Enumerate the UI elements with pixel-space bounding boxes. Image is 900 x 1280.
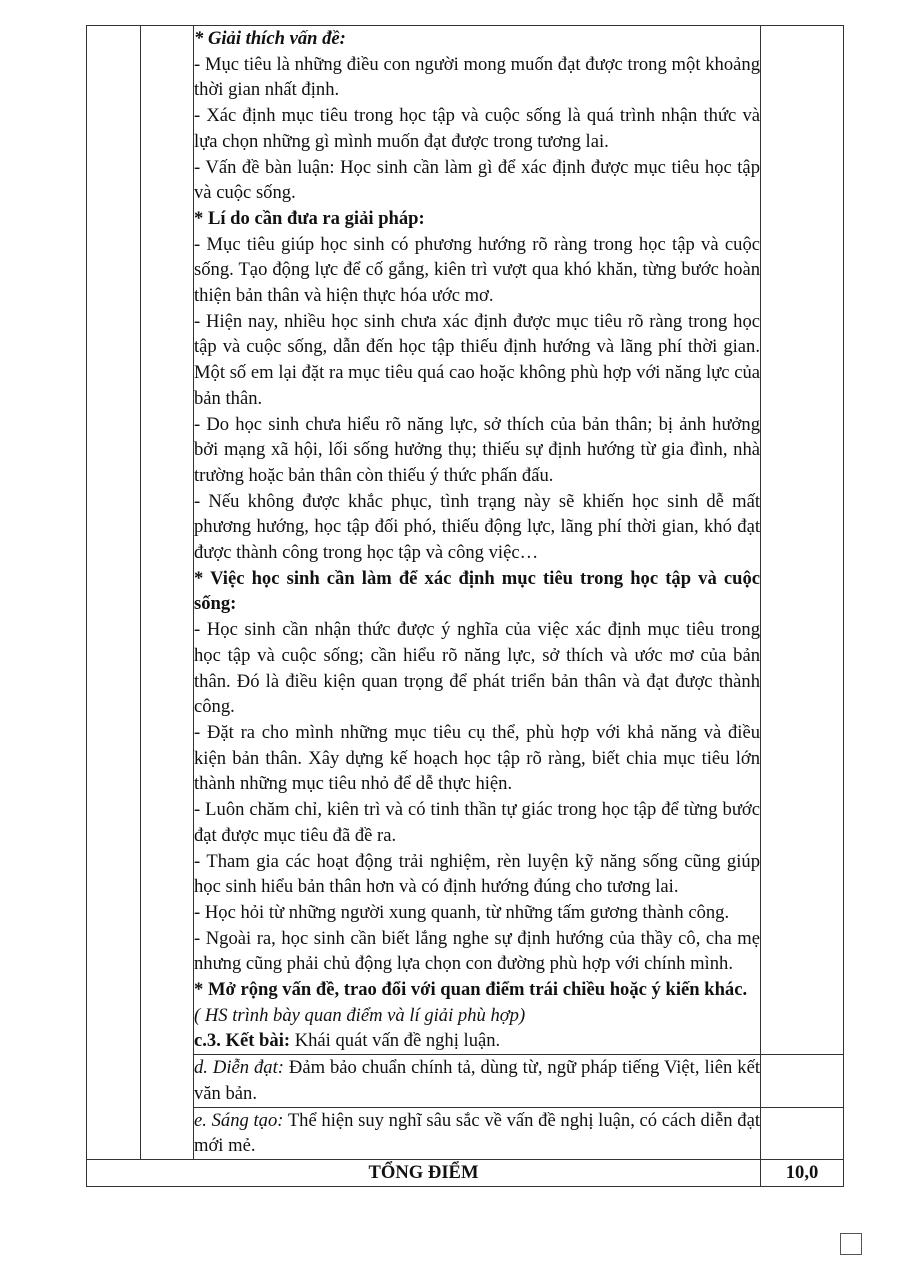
paragraph: - Luôn chăm chỉ, kiên trì và có tinh thần tự giác trong học tập để từng bước đạt được mục tiêu đã đề ra. xyxy=(194,799,760,846)
table-row xyxy=(87,1055,844,1107)
note: ( HS trình bày quan điểm và lí giải phù hợp) xyxy=(194,1004,526,1026)
section-heading: * Lí do cần đưa ra giải pháp: xyxy=(194,207,425,229)
content-cell xyxy=(194,1107,761,1159)
content-cell xyxy=(194,1055,761,1107)
paragraph: - Nếu không được khắc phục, tình trạng này sẽ khiến học sinh dễ mất phương hướng, học tập đối phó, thiếu động lực, lãng phí thời gian, khó đạt được thành công trong học tập và công việc… xyxy=(194,490,760,564)
blank-cell xyxy=(87,26,141,1160)
section-heading: * Việc học sinh cần làm để xác định mục tiêu trong học tập và cuộc sống: xyxy=(194,567,760,615)
total-row xyxy=(87,1159,844,1186)
score-cell xyxy=(761,26,844,1055)
table-row xyxy=(87,26,844,1055)
section-heading: * Giải thích vấn đề: xyxy=(194,28,346,49)
section-heading: * Mở rộng vấn đề, trao đổi với quan điểm trái chiều hoặc ý kiến khác. xyxy=(194,979,748,1001)
paragraph: - Do học sinh chưa hiểu rõ năng lực, sở thích của bản thân; bị ảnh hưởng bởi mạng xã hội, lối sống hưởng thụ; thiếu sự định hướng từ gia đình, nhà trường hoặc bản thân còn thiếu ý thức phấn đấu. xyxy=(194,413,760,486)
criterion-label: e. Sáng tạo: xyxy=(194,1109,284,1131)
criterion xyxy=(194,1108,760,1159)
criterion-label: d. Diễn đạt: xyxy=(194,1057,284,1079)
criterion-text: Thể hiện suy nghĩ sâu sắc về vấn đề nghị luận, có cách diễn đạt mới mẻ. xyxy=(194,1109,760,1157)
score-cell xyxy=(761,1055,844,1107)
paragraph: - Tham gia các hoạt động trải nghiệm, rèn luyện kỹ năng sống cũng giúp học sinh hiểu bản thân hơn và có định hướng đúng cho tương lai. xyxy=(194,850,760,898)
total-label: TỔNG ĐIỂM xyxy=(87,1159,761,1186)
score-cell xyxy=(761,1107,844,1159)
paragraph: - Hiện nay, nhiều học sinh chưa xác định được mục tiêu rõ ràng trong học tập và cuộc sống, dẫn đến học tập thiếu định hướng và lãng phí thời gian. Một số em lại đặt ra mục tiêu quá cao hoặc không phù hợp với năng lực của bản thân. xyxy=(194,310,760,409)
paragraph: - Ngoài ra, học sinh cần biết lắng nghe sự định hướng của thầy cô, cha mẹ nhưng cũng phải chủ động lựa chọn con đường phù hợp với chính mình. xyxy=(194,927,760,975)
conclusion xyxy=(194,1028,760,1054)
checkbox-icon xyxy=(840,1233,862,1255)
paragraph: - Vấn đề bàn luận: Học sinh cần làm gì để xác định được mục tiêu học tập và cuộc sống. xyxy=(194,156,760,204)
criterion-text: Đảm bảo chuẩn chính tả, dùng từ, ngữ pháp tiếng Việt, liên kết văn bản. xyxy=(194,1057,760,1104)
conclusion-label: c.3. Kết bài: xyxy=(194,1030,291,1052)
table-row xyxy=(87,1107,844,1159)
paragraph: - Đặt ra cho mình những mục tiêu cụ thể, phù hợp với khả năng và điều kiện bản thân. Xây dựng kế hoạch học tập rõ ràng, biết chia mục tiêu lớn thành những mục tiêu nhỏ để dễ thực hiện. xyxy=(194,721,760,795)
paragraph: - Mục tiêu là những điều con người mong muốn đạt được trong một khoảng thời gian nhất định. xyxy=(194,53,760,101)
blank-cell xyxy=(141,26,194,1160)
content-cell xyxy=(194,26,761,1055)
paragraph: - Học hỏi từ những người xung quanh, từ những tấm gương thành công. xyxy=(194,901,730,923)
paragraph: - Mục tiêu giúp học sinh có phương hướng rõ ràng trong học tập và cuộc sống. Tạo động lực để cố gắng, kiên trì vượt qua khó khăn, từng bước hoàn thiện bản thân và hiện thực hóa ước mơ. xyxy=(194,233,760,307)
total-value: 10,0 xyxy=(761,1159,844,1186)
paragraph: - Học sinh cần nhận thức được ý nghĩa của việc xác định mục tiêu trong học tập và cuộc sống; cần hiểu rõ năng lực, sở thích và ước mơ của bản thân. Đó là điều kiện quan trọng để phát triển bản thân và đạt được thành công. xyxy=(194,619,760,718)
conclusion-text: Khái quát vấn đề nghị luận. xyxy=(290,1030,501,1052)
rubric-table xyxy=(86,25,844,1187)
paragraph: - Xác định mục tiêu trong học tập và cuộc sống là quá trình nhận thức và lựa chọn những gì mình muốn đạt được trong tương lai. xyxy=(194,105,760,152)
criterion xyxy=(194,1055,760,1106)
